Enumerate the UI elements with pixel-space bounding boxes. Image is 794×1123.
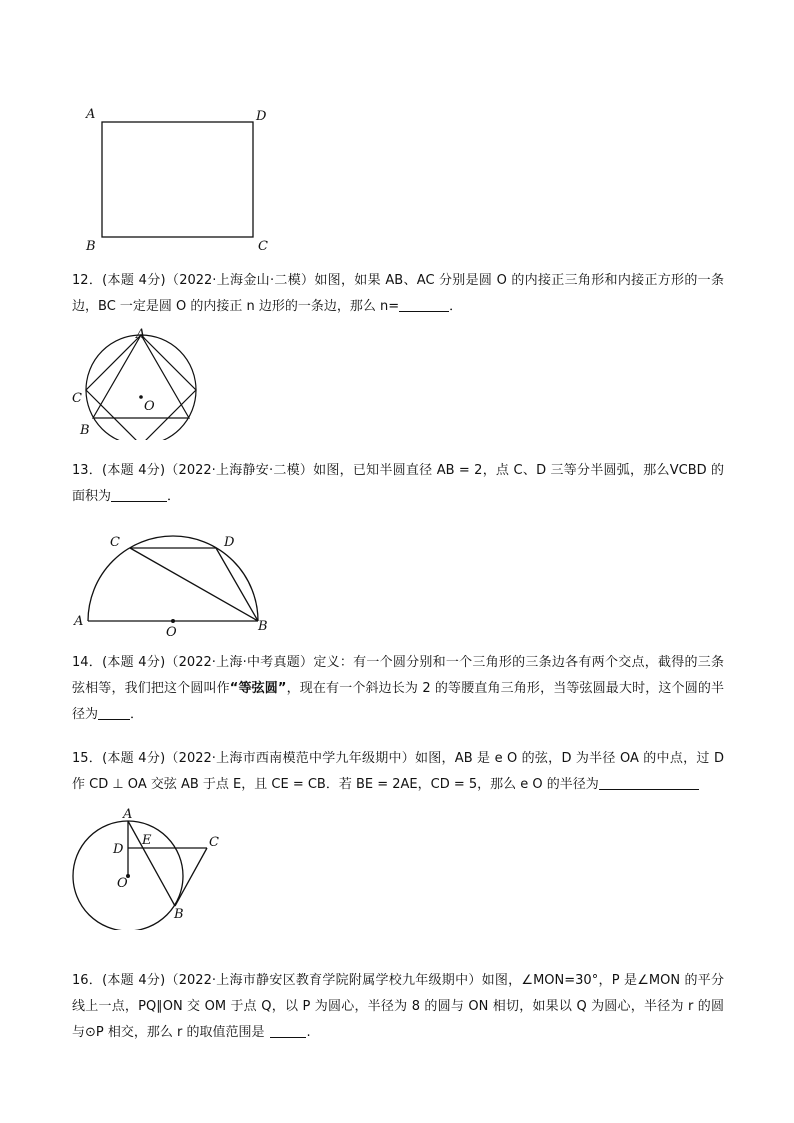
rectangle-figure [80, 100, 280, 260]
label-d: D [113, 842, 124, 857]
question-15 [72, 746, 724, 798]
label-c: C [110, 535, 120, 550]
center-point [139, 395, 143, 399]
question-16 [72, 968, 724, 1046]
question-source: (本题 4分)（2022·上海金山·二模） [102, 273, 315, 288]
question-14 [72, 650, 724, 728]
question-source: (本题 4分)（2022·上海·中考真题） [102, 655, 314, 670]
label-c: C [72, 391, 82, 406]
answer-blank[interactable] [270, 1023, 306, 1038]
question-number: 14． [72, 655, 103, 670]
segment-db [216, 548, 258, 621]
question-13 [72, 458, 724, 510]
label-e: E [142, 833, 152, 848]
question-text: 如图，如果 AB、AC 分别是圆 O 的内接正三角形和内接正方形的一条边，BC 一定是圆 O 的内接正 n 边形的一条边，那么 n= [72, 273, 724, 314]
question-source: (本题 4分)（2022·上海静安·二模） [102, 463, 314, 478]
inscribed-triangle [93, 335, 189, 418]
question-text-b: ，现在有一个斜边长为 2 的等腰直角三角形，当等弦圆最大时，这个圆的半径为 [72, 681, 724, 722]
circle-chord-figure [66, 806, 236, 930]
chord-ab [128, 821, 175, 906]
label-b: B [80, 423, 90, 438]
circle-o [86, 335, 196, 440]
label-o: O [117, 876, 128, 891]
answer-blank[interactable] [111, 487, 167, 502]
label-b: B [174, 907, 184, 922]
question-text-end: . [306, 1025, 311, 1040]
label-c: C [258, 239, 268, 254]
rectangle-abcd [102, 122, 253, 237]
question-text: 定义：有一个圆分别和一个三角形的三条边各有两个交点，截得的三条弦相等，我们把这个圆叫作 [72, 655, 724, 696]
label-a: A [123, 807, 133, 822]
answer-blank[interactable] [599, 775, 699, 790]
answer-blank[interactable] [98, 705, 130, 720]
question-text-end: ． [130, 707, 144, 722]
question-text-end: ． [449, 299, 463, 314]
label-a: A [136, 327, 146, 342]
question-12 [72, 268, 724, 320]
label-b: B [258, 619, 268, 634]
label-o: O [144, 399, 155, 414]
question-text: 如图，∠MON=30°，P 是∠MON 的平分线上一点，PQ∥ON 交 OM 于点 Q，以 P 为圆心，半径为 8 的圆与 ON 相切，如果以 Q 为圆心，半径为 r 的圆与⊙P 相交，那么 r 的取值范围是 [72, 973, 724, 1040]
question-number: 16． [72, 973, 103, 988]
question-number: 13． [72, 463, 103, 478]
question-text-end: ． [167, 489, 181, 504]
question-source: (本题 4分)（2022·上海市西南模范中学九年级期中） [102, 751, 416, 766]
question-number: 12． [72, 273, 103, 288]
answer-blank[interactable] [399, 297, 449, 312]
segment-cb [130, 548, 258, 621]
label-a: A [74, 614, 84, 629]
label-b: B [86, 239, 96, 254]
term-equal-chord-circle: “等弦圆” [229, 681, 287, 696]
question-text: 如图，已知半圆直径 AB = 2，点 C、D 三等分半圆弧，那么VCBD 的面积为 [72, 463, 724, 504]
semicircle-figure [68, 528, 278, 644]
center-point [171, 619, 175, 623]
question-number: 15． [72, 751, 103, 766]
label-d: D [224, 535, 235, 550]
label-o: O [166, 625, 177, 640]
label-d: D [256, 109, 267, 124]
question-source: (本题 4分)（2022·上海市静安区教育学院附属学校九年级期中） [102, 973, 482, 988]
question-text: 如图，AB 是 e O 的弦，D 为半径 OA 的中点，过 D 作 CD ⊥ OA 交弦 AB 于点 E，且 CE = CB．若 BE = 2AE，CD = 5，那么 e O 的半径为 [72, 751, 724, 792]
label-a: A [86, 107, 96, 122]
circle-polygons-figure [68, 326, 208, 440]
label-c: C [209, 835, 219, 850]
